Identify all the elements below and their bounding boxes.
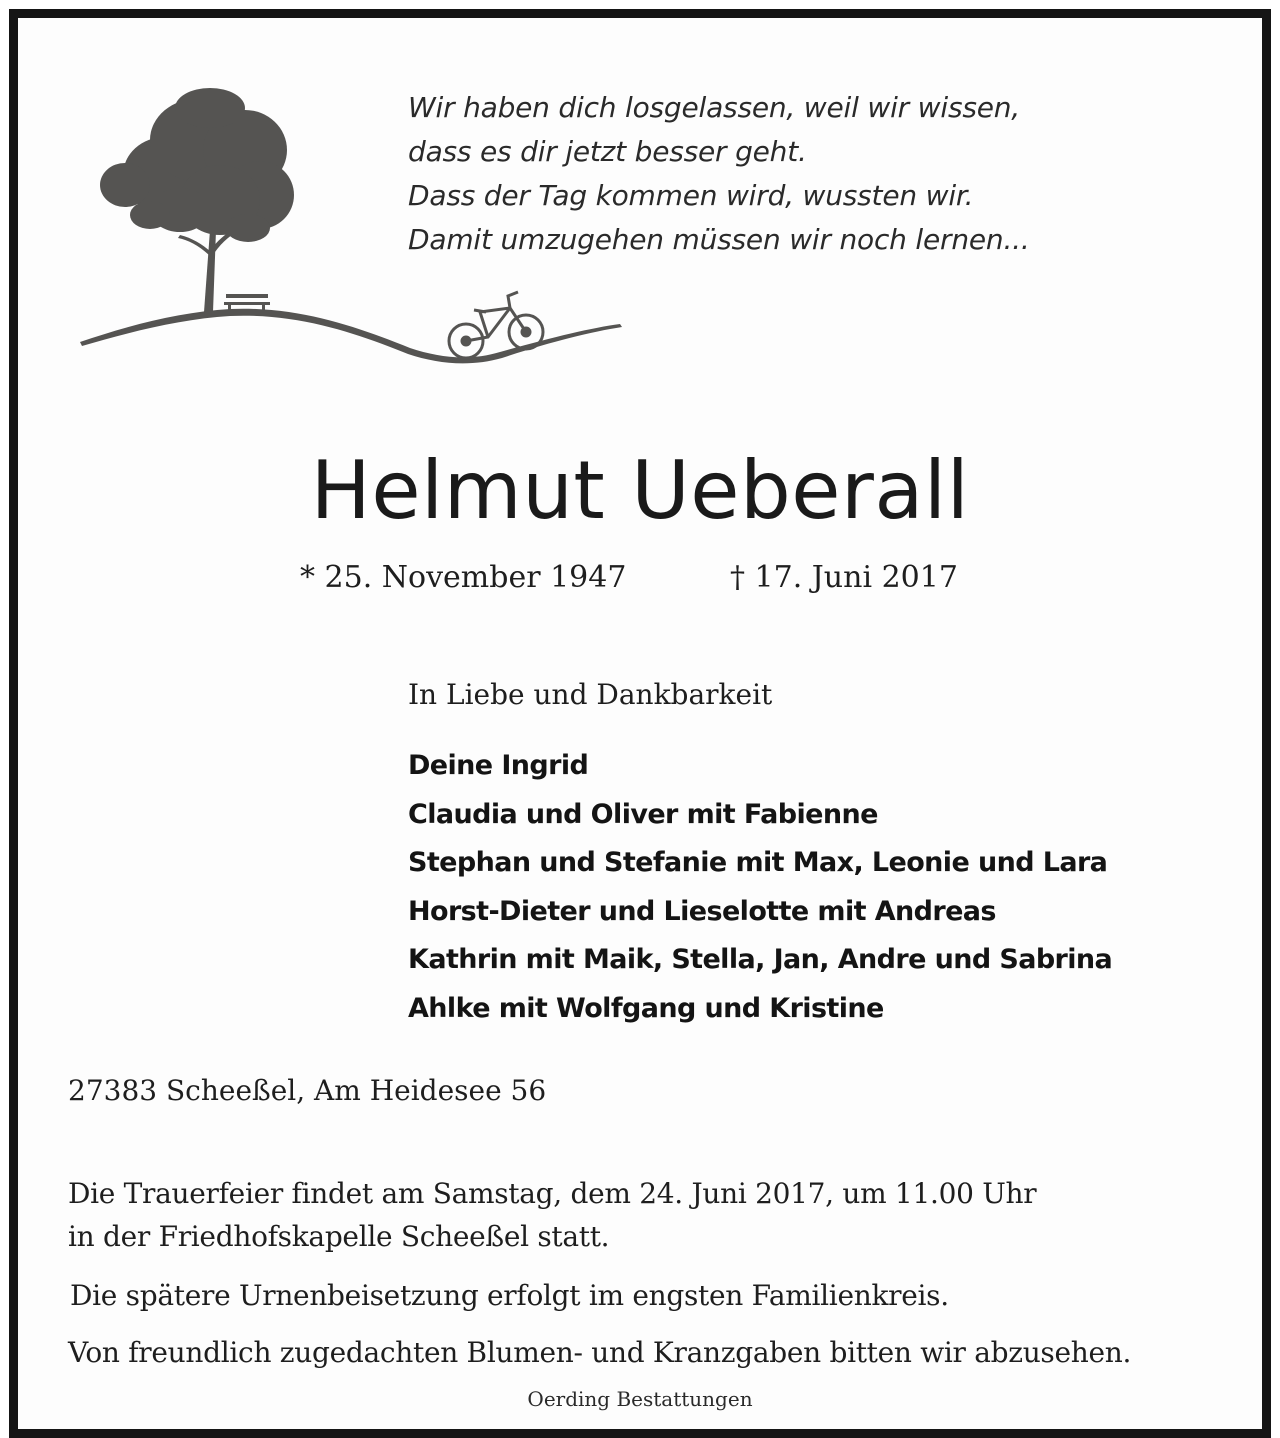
flowers-note: Von freundlich zugedachten Blumen- und Kranzgaben bitten wir abzusehen. xyxy=(68,1336,1132,1369)
family-member: Stephan und Stefanie mit Max, Leonie und Lara xyxy=(408,847,1108,878)
funeral-info-line: Die Trauerfeier findet am Samstag, dem 24. Juni 2017, um 11.00 Uhr xyxy=(68,1177,1037,1210)
poem xyxy=(408,86,1168,262)
family-member: Kathrin mit Maik, Stella, Jan, Andre und Sabrina xyxy=(408,944,1113,975)
funeral-info-line: in der Friedhofskapelle Scheeßel statt. xyxy=(68,1220,610,1253)
death-date: † 17. Juni 2017 xyxy=(730,560,958,595)
birth-date: * 25. November 1947 xyxy=(300,560,627,595)
poem-line: Wir haben dich losgelassen, weil wir wissen, xyxy=(408,91,1021,124)
poem-line: Dass der Tag kommen wird, wussten wir. xyxy=(408,179,974,212)
hill-icon xyxy=(80,309,622,364)
family-list xyxy=(408,742,1168,1033)
family-member: Ahlke mit Wolfgang und Kristine xyxy=(408,992,884,1024)
family-member: Horst-Dieter und Lieselotte mit Andreas xyxy=(408,895,996,927)
deceased-name: Helmut Ueberall xyxy=(310,444,970,537)
tree-icon xyxy=(100,88,294,312)
family-member: Claudia und Oliver mit Fabienne xyxy=(408,798,878,830)
address: 27383 Scheeßel, Am Heidesee 56 xyxy=(68,1074,547,1107)
poem-line: dass es dir jetzt besser geht. xyxy=(408,135,807,168)
poem-line: Damit umzugehen müssen wir noch lernen... xyxy=(408,223,1030,256)
family-member: Deine Ingrid xyxy=(408,750,589,781)
intro-text: In Liebe und Dankbarkeit xyxy=(408,678,773,711)
urn-burial-info: Die spätere Urnenbeisetzung erfolgt im engsten Familienkreis. xyxy=(70,1279,949,1312)
funeral-home-credit: Oerding Bestattungen xyxy=(527,1387,753,1411)
bicycle-icon xyxy=(449,292,543,358)
